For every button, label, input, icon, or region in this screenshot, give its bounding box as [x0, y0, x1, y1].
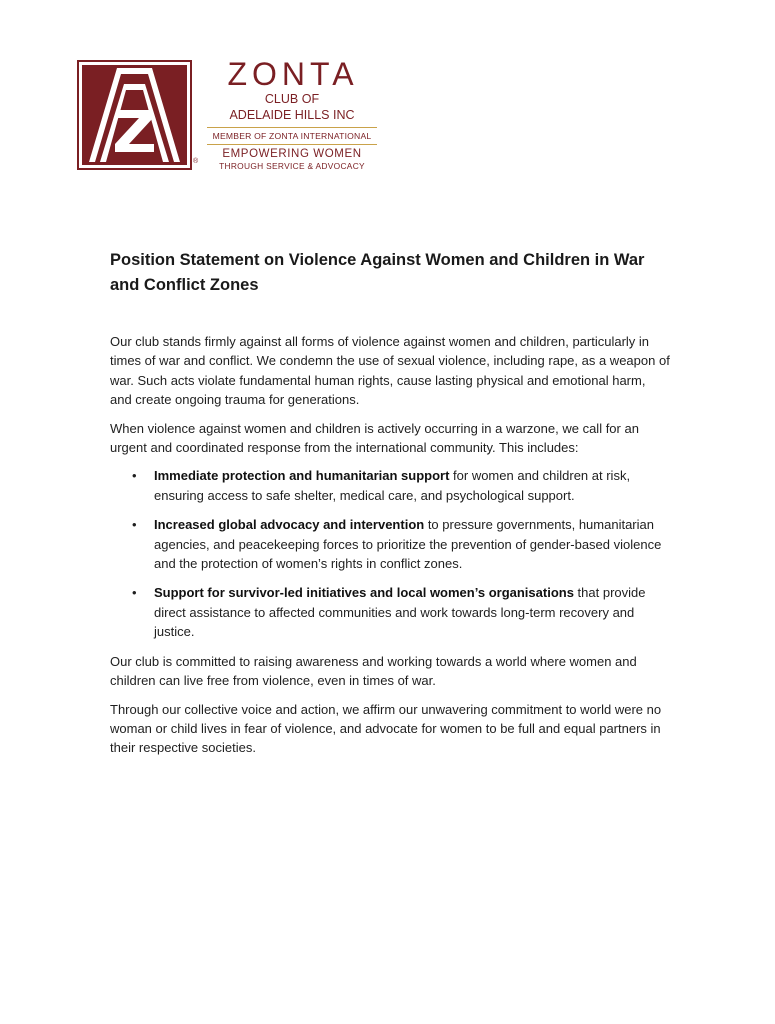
- registered-mark: ®: [193, 158, 199, 165]
- logo-wordmark: [207, 58, 377, 172]
- list-item-text: to pressure governments, humanitarian agencies, and peacekeeping forces to prioritize the prevention of gender-based violence and the protection of women’s rights in conflict zones.: [154, 517, 662, 572]
- club-logo: [77, 58, 377, 173]
- closing-paragraph: Through our collective voice and action, we affirm our unwavering commitment to world were no woman or child lives in fear of violence, and advocate for women to be full and equal partners in their respective societies.: [110, 701, 662, 756]
- logo-name: ZONTA: [227, 56, 359, 92]
- logo-subtagline: THROUGH SERVICE & ADVOCACY: [219, 161, 365, 171]
- list-item-text: for women and children at risk, ensuring access to safe shelter, medical care, and psychological support.: [154, 468, 631, 503]
- call-paragraph: When violence against women and children is actively occurring in a warzone, we call for an urgent and coordinated response from the international community. This includes:: [110, 420, 639, 456]
- statement-body: [110, 332, 670, 767]
- response-list: [110, 466, 670, 641]
- zonta-emblem-icon: [77, 60, 192, 170]
- page-title: Position Statement on Violence Against Women and Children in War and Conflict Zones: [110, 251, 645, 294]
- list-item: [132, 466, 670, 505]
- logo-member: MEMBER OF ZONTA INTERNATIONAL: [212, 131, 372, 141]
- intro-paragraph: Our club stands firmly against all forms of violence against women and children, particularly in times of war and conflict. We condemn the use of sexual violence, including rape, as a weapon of war. Such acts violate fundamental human rights, cause lasting physical and emotional harm, and create ongoing trauma for generations.: [110, 334, 670, 408]
- list-item-bold: Increased global advocacy and intervention: [154, 517, 425, 533]
- bullet-icon: •: [132, 468, 137, 484]
- commitment-paragraph: Our club is committed to raising awareness and working towards a world where women and children can live free from violence, even in times of war.: [110, 653, 637, 689]
- bullet-icon: •: [132, 585, 137, 601]
- list-item: [132, 583, 670, 641]
- logo-divider: [207, 127, 377, 128]
- list-item-text: that provide direct assistance to affected communities and work towards long-term recovery and justice.: [154, 585, 646, 640]
- list-item-bold: Immediate protection and humanitarian support: [154, 468, 450, 484]
- logo-divider: [207, 144, 377, 145]
- list-item: [132, 515, 670, 573]
- logo-club-line2: ADELAIDE HILLS INC: [229, 108, 355, 122]
- list-item-bold: Support for survivor-led initiatives and local women’s organisations: [154, 585, 574, 601]
- logo-tagline: EMPOWERING WOMEN: [222, 148, 362, 160]
- logo-club-line1: CLUB OF: [264, 92, 320, 106]
- bullet-icon: •: [132, 517, 137, 533]
